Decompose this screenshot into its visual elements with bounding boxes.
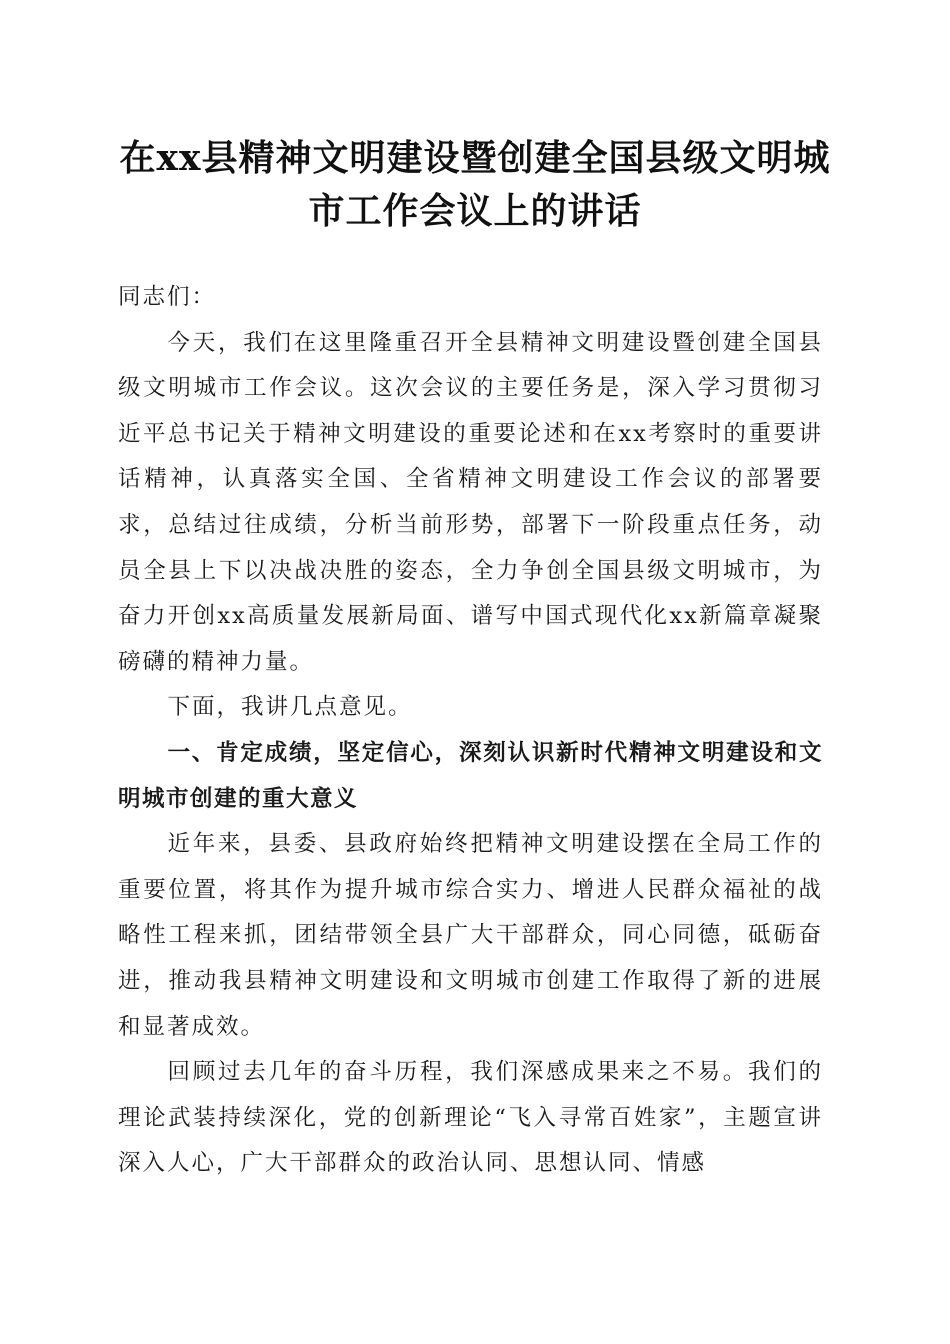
paragraph-achievements: 近年来，县委、县政府始终把精神文明建设摆在全局工作的重要位置，将其作为提升城市综合实力、增进人民群众福祉的战略性工程来抓，团结带领全县广大干部群众，同心同德，砥砺奋进，推动我县精神文明建设和文明城市创建工作取得了新的进展和显著成效。 (118, 831, 823, 1040)
document-title (110, 132, 840, 238)
title-line-1: 在xx县精神文明建设暨创建全国县级文明城 (119, 137, 831, 179)
section-heading: 一、肯定成绩，坚定信心，深刻认识新时代精神文明建设和文明城市创建的重大意义 (118, 739, 823, 812)
greeting: 同志们： (118, 284, 217, 310)
paragraph-review: 回顾过去几年的奋斗历程，我们深感成果来之不易。我们的理论武装持续深化，党的创新理论“飞入寻常百姓家”，主题宣讲深入人心，广大干部群众的政治认同、思想认同、情感 (118, 1059, 823, 1177)
title-line-2: 市工作会议上的讲话 (308, 190, 642, 232)
paragraph-transition: 下面，我讲几点意见。 (167, 694, 413, 721)
paragraph-intro: 今天，我们在这里隆重召开全县精神文明建设暨创建全国县级文明城市工作会议。这次会议的主要任务是，深入学习贯彻习近平总书记关于精神文明建设的重要论述和在xx考察时的重要讲话精神，认真落实全国、全省精神文明建设工作会议的部署要求，总结过往成绩，分析当前形势，部署下一阶段重点任务，动员全县上下以决战决胜的姿态，全力争创全国县级文明城市，为奋力开创xx高质量发展新局面、谱写中国式现代化xx新篇章凝聚磅礴的精神力量。 (118, 329, 823, 675)
document-body (118, 275, 823, 1187)
